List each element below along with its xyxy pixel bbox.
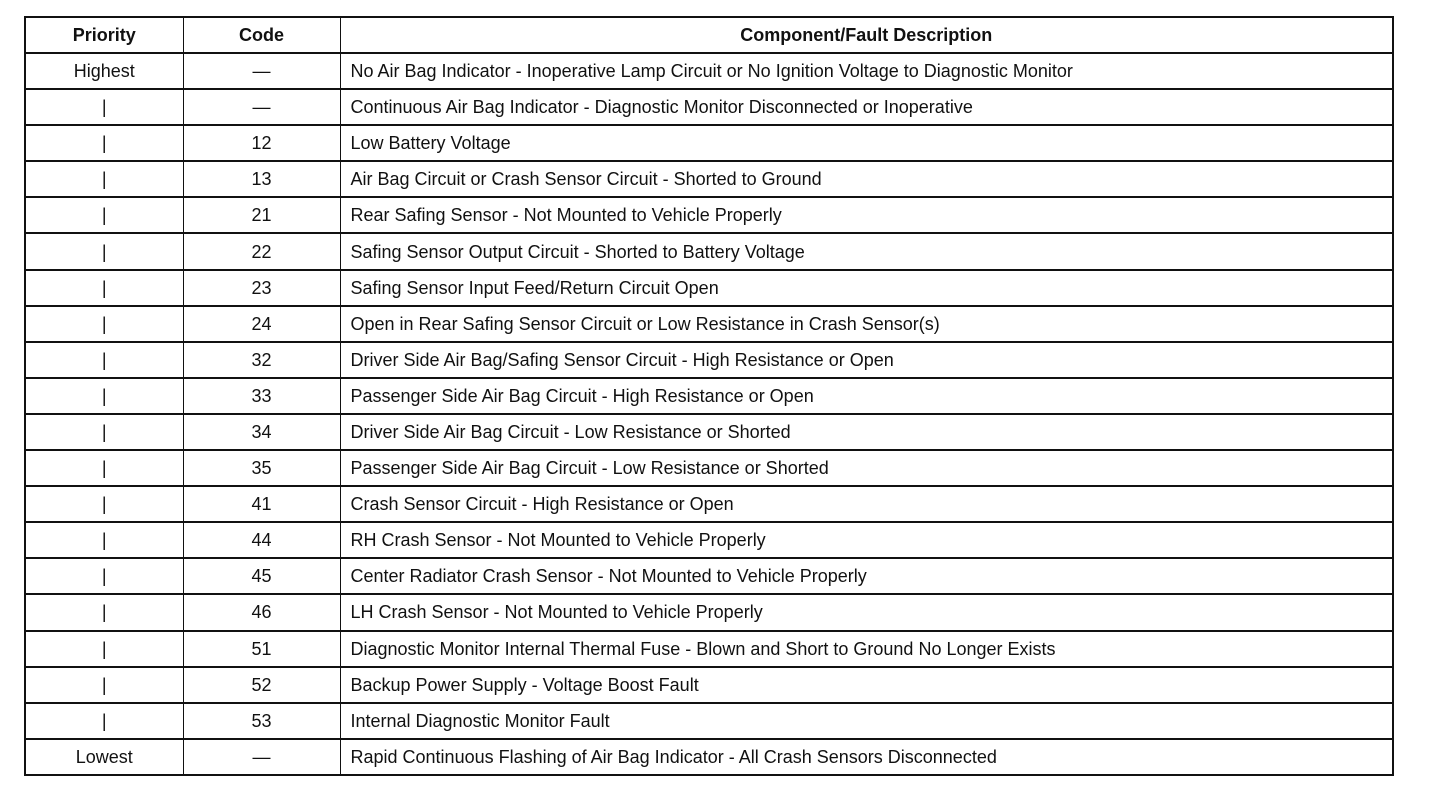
description-cell: Internal Diagnostic Monitor Fault — [340, 703, 1393, 739]
table-row — [25, 450, 1393, 486]
code-cell: 23 — [183, 270, 340, 306]
code-cell: 21 — [183, 197, 340, 233]
table-row — [25, 486, 1393, 522]
code-cell: — — [183, 89, 340, 125]
description-header: Component/Fault Description — [340, 17, 1393, 53]
priority-cell: | — [25, 594, 183, 630]
priority-cell: | — [25, 233, 183, 269]
priority-cell: | — [25, 522, 183, 558]
table-row — [25, 522, 1393, 558]
description-cell: Diagnostic Monitor Internal Thermal Fuse - Blown and Short to Ground No Longer Exists — [340, 631, 1393, 667]
priority-cell: | — [25, 558, 183, 594]
priority-cell: | — [25, 703, 183, 739]
table-row — [25, 197, 1393, 233]
priority-cell: | — [25, 667, 183, 703]
table-row — [25, 125, 1393, 161]
table-row — [25, 594, 1393, 630]
description-cell: Center Radiator Crash Sensor - Not Mounted to Vehicle Properly — [340, 558, 1393, 594]
table-row — [25, 306, 1393, 342]
table-row — [25, 342, 1393, 378]
priority-cell: | — [25, 197, 183, 233]
description-cell: Rear Safing Sensor - Not Mounted to Vehicle Properly — [340, 197, 1393, 233]
fault-code-table — [24, 16, 1394, 776]
code-cell: 52 — [183, 667, 340, 703]
table-row — [25, 631, 1393, 667]
code-cell: 53 — [183, 703, 340, 739]
description-cell: Safing Sensor Output Circuit - Shorted to Battery Voltage — [340, 233, 1393, 269]
table-row — [25, 270, 1393, 306]
description-cell: Passenger Side Air Bag Circuit - High Resistance or Open — [340, 378, 1393, 414]
code-cell: 13 — [183, 161, 340, 197]
priority-cell: | — [25, 125, 183, 161]
code-cell: 32 — [183, 342, 340, 378]
code-cell: 46 — [183, 594, 340, 630]
description-cell: No Air Bag Indicator - Inoperative Lamp Circuit or No Ignition Voltage to Diagnostic Monitor — [340, 53, 1393, 89]
description-cell: Open in Rear Safing Sensor Circuit or Low Resistance in Crash Sensor(s) — [340, 306, 1393, 342]
priority-cell: Highest — [25, 53, 183, 89]
description-cell: Backup Power Supply - Voltage Boost Fault — [340, 667, 1393, 703]
priority-cell: | — [25, 270, 183, 306]
table-row — [25, 703, 1393, 739]
header-row — [25, 17, 1393, 53]
code-cell: — — [183, 739, 340, 775]
code-cell: — — [183, 53, 340, 89]
table-row — [25, 558, 1393, 594]
code-cell: 22 — [183, 233, 340, 269]
code-cell: 35 — [183, 450, 340, 486]
description-cell: Crash Sensor Circuit - High Resistance or Open — [340, 486, 1393, 522]
table-row — [25, 739, 1393, 775]
priority-cell: | — [25, 631, 183, 667]
priority-cell: | — [25, 342, 183, 378]
priority-header: Priority — [25, 17, 183, 53]
table-row — [25, 53, 1393, 89]
description-cell: Continuous Air Bag Indicator - Diagnostic Monitor Disconnected or Inoperative — [340, 89, 1393, 125]
priority-cell: | — [25, 161, 183, 197]
code-cell: 33 — [183, 378, 340, 414]
table-header — [25, 17, 1393, 53]
code-cell: 24 — [183, 306, 340, 342]
priority-cell: | — [25, 486, 183, 522]
description-cell: Rapid Continuous Flashing of Air Bag Indicator - All Crash Sensors Disconnected — [340, 739, 1393, 775]
table-row — [25, 414, 1393, 450]
description-cell: Air Bag Circuit or Crash Sensor Circuit - Shorted to Ground — [340, 161, 1393, 197]
priority-cell: | — [25, 306, 183, 342]
priority-cell: Lowest — [25, 739, 183, 775]
code-cell: 44 — [183, 522, 340, 558]
priority-cell: | — [25, 89, 183, 125]
code-cell: 45 — [183, 558, 340, 594]
description-cell: Low Battery Voltage — [340, 125, 1393, 161]
description-cell: Passenger Side Air Bag Circuit - Low Resistance or Shorted — [340, 450, 1393, 486]
priority-cell: | — [25, 378, 183, 414]
code-cell: 51 — [183, 631, 340, 667]
table-row — [25, 667, 1393, 703]
code-cell: 12 — [183, 125, 340, 161]
table-body — [25, 53, 1393, 775]
priority-cell: | — [25, 414, 183, 450]
priority-cell: | — [25, 450, 183, 486]
table-row — [25, 233, 1393, 269]
description-cell: Driver Side Air Bag/Safing Sensor Circuit - High Resistance or Open — [340, 342, 1393, 378]
code-cell: 34 — [183, 414, 340, 450]
code-cell: 41 — [183, 486, 340, 522]
table-row — [25, 378, 1393, 414]
description-cell: RH Crash Sensor - Not Mounted to Vehicle Properly — [340, 522, 1393, 558]
description-cell: Safing Sensor Input Feed/Return Circuit Open — [340, 270, 1393, 306]
code-header: Code — [183, 17, 340, 53]
table-row — [25, 89, 1393, 125]
description-cell: Driver Side Air Bag Circuit - Low Resistance or Shorted — [340, 414, 1393, 450]
table-row — [25, 161, 1393, 197]
description-cell: LH Crash Sensor - Not Mounted to Vehicle Properly — [340, 594, 1393, 630]
